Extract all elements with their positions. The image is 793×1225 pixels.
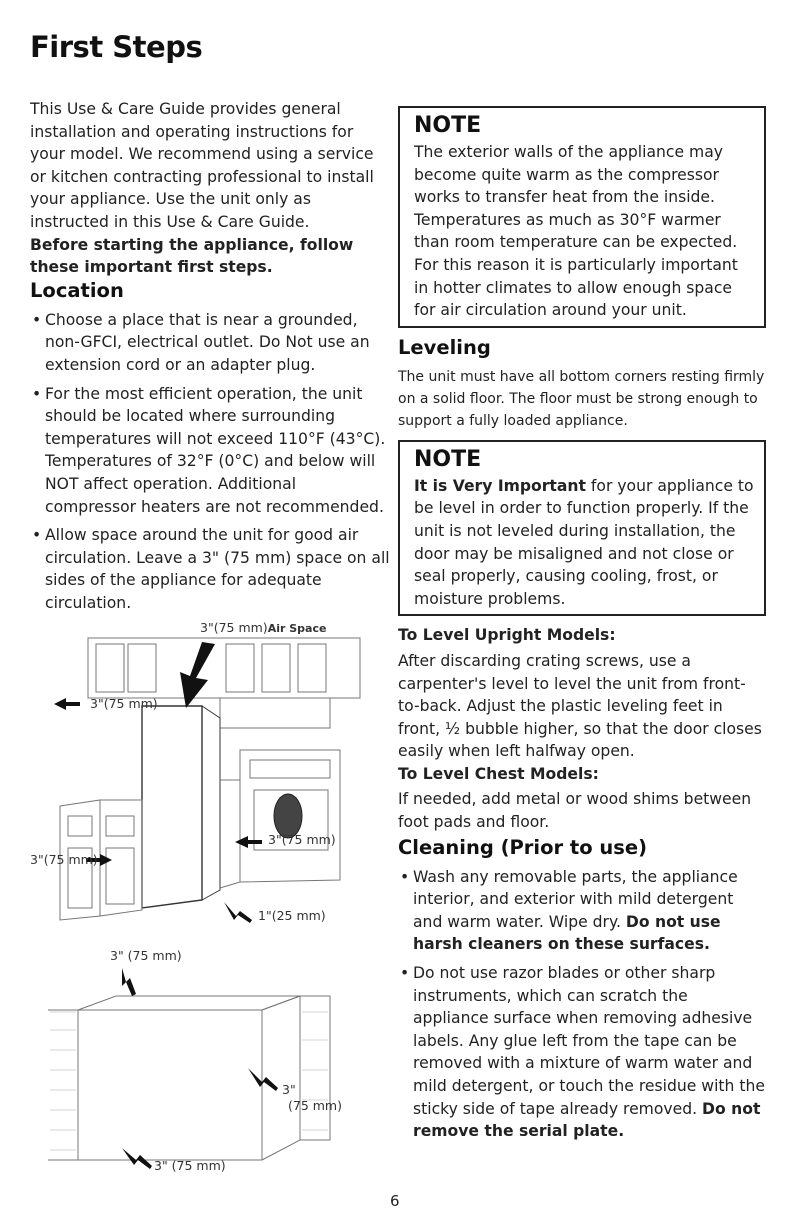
clearance-illustration	[30, 620, 380, 1200]
note-box-leveling	[398, 440, 766, 617]
intro-bold-note: Before starting the appliance, follow these important first steps.	[30, 235, 354, 277]
air-space-label: 3"(75 mm)Air Space	[200, 620, 327, 635]
note-text: The exterior walls of the appliance may become quite warm as the compressor works to transfer heat from the inside. Temperatures as much as 30°F warmer than room temperature can be expected. For this reason it is particularly important in hotter climates to allow enough space for air circulation around your unit.	[414, 143, 738, 320]
bullet-icon: •	[32, 310, 42, 329]
list-item-text: For the most efficient operation, the unit should be located where surrounding temperatures will not exceed 110°F (43°C). Temperatures of 32°F (0°C) and below will NOT affect operation. Additional compressor heaters are not recommended.	[45, 384, 386, 516]
note-text: It is Very Important for your appliance to be level in order to function properly. If the unit is not leveled during installation, the door may be misaligned and not close or seal properly, causing cooling, frost, or moisture problems.	[414, 476, 754, 608]
right-column	[398, 106, 766, 1143]
cleaning-heading: Cleaning (Prior to use)	[398, 835, 648, 859]
bullet-icon: •	[32, 384, 42, 403]
list-item	[30, 524, 392, 614]
chest-heading: To Level Chest Models:	[398, 764, 599, 783]
list-item-text: Choose a place that is near a grounded, non-GFCI, electrical outlet. Do Not use an extension cord or an adapter plug.	[45, 310, 370, 374]
leveling-text: The unit must have all bottom corners resting firmly on a solid floor. The floor must be strong enough to support a fully loaded appliance.	[398, 368, 765, 429]
arrow-icon	[248, 1068, 278, 1091]
chest-bottom-label: 3" (75 mm)	[154, 1158, 226, 1173]
upper-side-label: 3"(75 mm)	[90, 696, 158, 711]
upright-text: After discarding crating screws, use a carpenter's level to level the unit from front-to-back. Adjust the plastic leveling feet in front, ½ bubble higher, so that the door closes easily when left halfway open.	[398, 651, 762, 761]
arrow-icon	[54, 698, 80, 710]
front-clearance-label: 1"(25 mm)	[258, 908, 326, 923]
note-title: NOTE	[414, 446, 482, 472]
cleaning-list	[398, 866, 766, 1143]
list-item	[30, 383, 392, 519]
bullet-icon: •	[32, 526, 42, 545]
list-item: • Wash any removable parts, the appliance interior, and exterior with mild detergent and warm water. Wipe dry. Do not use harsh cleaners on these surfaces.	[400, 867, 738, 954]
leveling-heading: Leveling	[398, 335, 491, 359]
arrow-icon	[235, 836, 262, 848]
arrow-icon	[224, 902, 252, 923]
under-label: 3" (75 mm)	[110, 948, 182, 963]
chest-right-label-bottom: (75 mm)	[288, 1098, 342, 1113]
upright-heading: To Level Upright Models:	[398, 626, 616, 645]
page-number: 6	[390, 1192, 400, 1210]
list-item: • Do not use razor blades or other sharp instruments, which can scratch the appliance surface when removing adhesive labels. Any glue left from the tape can be removed with a mixture of warm water and mild detergent, or touch the residue with the sticky side of tape already removed. Do not remove the serial plate.	[400, 964, 765, 1141]
left-side-label: 3"(75 mm)	[30, 852, 98, 867]
arrow-icon	[122, 968, 136, 996]
right-side-label: 3"(75 mm)	[268, 832, 336, 847]
kitchen-illustration	[30, 620, 380, 1200]
chest-right-label-top: 3"	[282, 1082, 296, 1097]
location-heading: Location	[30, 278, 124, 302]
location-list	[30, 309, 392, 615]
bullet-icon: •	[400, 964, 410, 983]
note-box-exterior	[398, 106, 766, 328]
list-item-text: Allow space around the unit for good air circulation. Leave a 3" (75 mm) space on all sides of the appliance for adequate circulation.	[45, 526, 390, 612]
left-column	[30, 98, 392, 614]
page-title: First Steps	[30, 30, 203, 64]
list-item	[30, 309, 392, 377]
note-title: NOTE	[414, 113, 482, 138]
chest-text: If needed, add metal or wood shims between foot pads and floor.	[398, 790, 752, 832]
intro-paragraph: This Use & Care Guide provides general installation and operating instructions for your model. We recommend using a service or kitchen contracting professional to install your appliance. Use the unit only as instructed in this Use & Care Guide.	[30, 100, 374, 231]
arrow-icon	[122, 1148, 152, 1169]
bullet-icon: •	[400, 867, 410, 886]
